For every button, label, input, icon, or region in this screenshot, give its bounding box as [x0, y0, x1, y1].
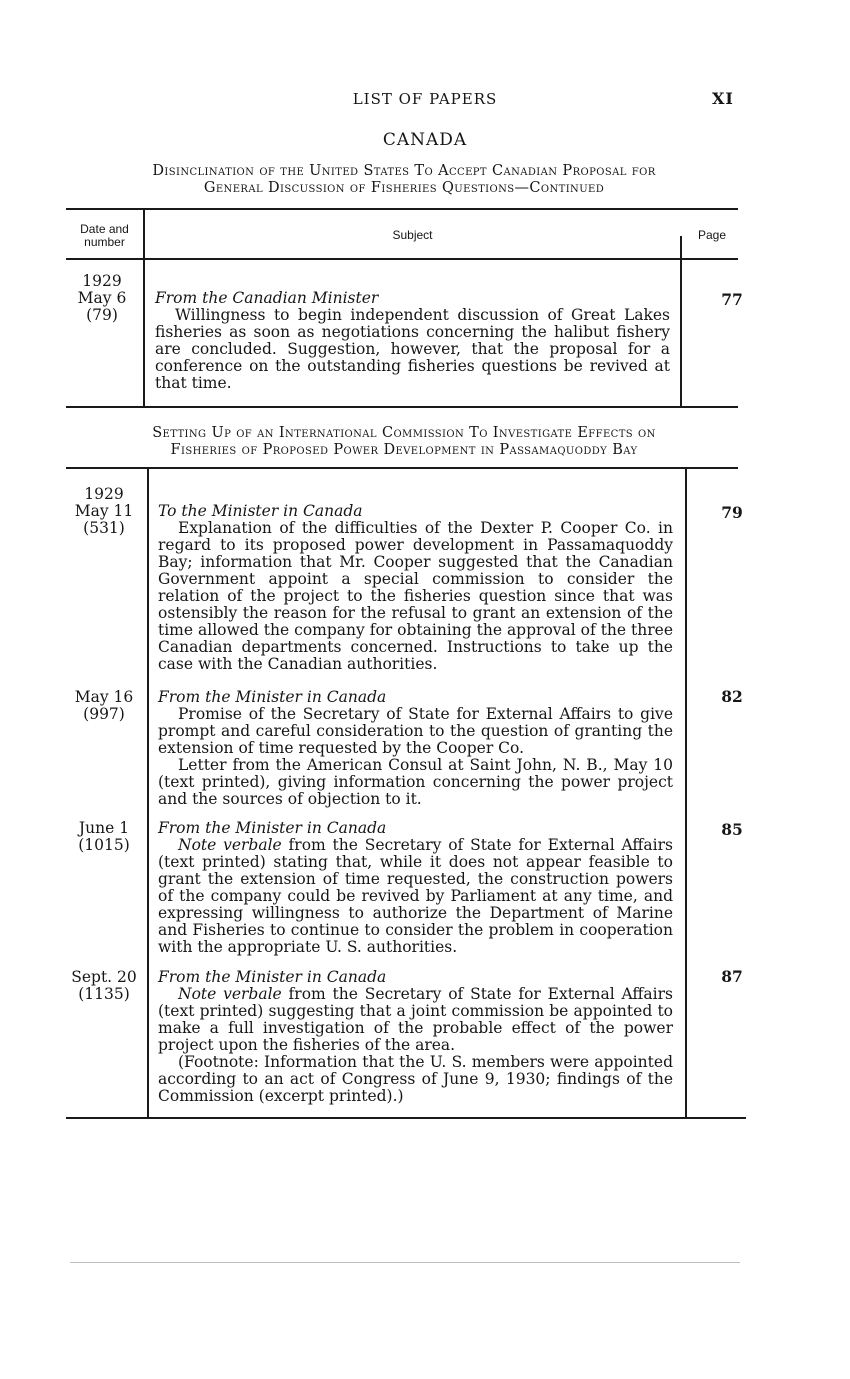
entry5-from: From the Minister in Canada: [158, 968, 387, 986]
column-header-page: Page: [697, 228, 727, 242]
page-number: XI: [712, 89, 734, 108]
entry2-subject: [158, 503, 673, 673]
entry2-date: [62, 486, 146, 537]
entry4-date: [62, 820, 146, 854]
entry3-from: From the Minister in Canada: [158, 688, 387, 706]
entry3-subject: [158, 689, 673, 808]
section-heading-2: [60, 425, 748, 459]
table1-bottom-rule: [66, 406, 738, 408]
entry5-date: [62, 969, 146, 1003]
table2-top-rule: [66, 467, 738, 469]
entry2-number: (531): [83, 519, 125, 537]
entry5-page: 87: [721, 967, 743, 986]
entry3-page: 82: [721, 687, 743, 706]
entry4-page: 85: [721, 820, 743, 839]
table1-header-rule: [66, 258, 738, 260]
entry1-number: (79): [86, 306, 118, 324]
scan-artifact-line: [70, 1262, 740, 1263]
section-heading-1: [60, 163, 748, 197]
entry1-from: From the Canadian Minister: [155, 289, 379, 307]
country-heading: CANADA: [382, 130, 468, 150]
column-header-date-line2: number: [84, 235, 125, 249]
section-heading-2-line1: Setting Up of an International Commission To Investigate Effects on: [152, 425, 656, 441]
entry4-day: June 1: [78, 819, 130, 837]
entry2-text: Explanation of the difficulties of the Dexter P. Cooper Co. in regard to its proposed power development in Passamaquoddy Bay; information that Mr. Cooper suggested that the Canadian Government appoint a special commission to consider the relation of the project to the fisheries question since that was ostensibly the reason for the refusal to grant an extension of the time allowed the company for obtaining the approval of the three Canadian departments concerned. Instructions to take up the case with the Canadian authorities.: [158, 519, 673, 673]
column-header-subject: Subject: [392, 228, 433, 242]
running-title: LIST OF PAPERS: [352, 90, 498, 108]
entry5-note-verbale: Note verbale: [178, 985, 282, 1003]
section-heading-1-line2: General Discussion of Fisheries Questions—Continued: [203, 180, 605, 196]
table1-top-rule: [66, 208, 738, 210]
entry2-from: To the Minister in Canada: [158, 502, 363, 520]
entry3-day: May 16: [74, 688, 134, 706]
entry4-text: from the Secretary of State for External Affairs (text printed) stating that, while it does not appear feasible to grant the extension of time requested, the construction powers of the company could be revived by Parliament at any time, and expressing willingness to authorize the Department of Marine and Fisheries to continue to consider the problem in cooperation with the appropriate U. S. authorities.: [158, 836, 673, 956]
section-heading-2-line2: Fisheries of Proposed Power Development in Passamaquoddy Bay: [170, 442, 638, 458]
entry4-subject: [158, 820, 673, 956]
entry4-note-verbale: Note verbale: [178, 836, 282, 854]
entry1-date: [62, 273, 142, 324]
entry2-year: 1929: [84, 485, 124, 503]
entry5-text: from the Secretary of State for External Affairs (text printed) suggesting that a joint commission be appointed to make a full investigation of the probable effect of the power project upon the fisheries of the area.: [158, 985, 673, 1054]
column-header-date-line1: Date and: [80, 222, 129, 236]
table2-divider-right: [685, 469, 687, 1117]
entry5-footnote: (Footnote: Information that the U. S. members were appointed according to an act of Congress of June 9, 1930; findings of the Commission (excerpt printed).): [158, 1053, 673, 1105]
entry2-day: May 11: [74, 502, 134, 520]
entry3-text2: Letter from the American Consul at Saint John, N. B., May 10 (text printed), giving information concerning the power project and the sources of objection to it.: [158, 756, 673, 808]
entry5-day: Sept. 20: [71, 968, 137, 986]
entry1-day: May 6: [77, 289, 127, 307]
entry3-text1: Promise of the Secretary of State for External Affairs to give prompt and careful consideration to the question of granting the extension of time requested by the Cooper Co.: [158, 705, 673, 757]
column-header-date: [66, 223, 143, 249]
entry5-number: (1135): [78, 985, 130, 1003]
table1-divider-right: [680, 236, 682, 406]
section-heading-1-line1: Disinclination of the United States To Accept Canadian Proposal for: [152, 163, 656, 179]
entry1-text: Willingness to begin independent discussion of Great Lakes fisheries as soon as negotiations concerning the halibut fishery are concluded. Suggestion, however, that the proposal for a conference on the outstanding fisheries questions be revived at that time.: [155, 306, 670, 392]
entry2-page: 79: [721, 503, 743, 522]
table2-bottom-rule: [66, 1117, 746, 1119]
entry3-number: (997): [83, 705, 125, 723]
entry1-subject: [155, 290, 670, 392]
entry3-date: [62, 689, 146, 723]
entry4-number: (1015): [78, 836, 130, 854]
entry1-page: 77: [721, 290, 743, 309]
table2-divider-left: [147, 469, 149, 1117]
entry1-year: 1929: [82, 272, 122, 290]
entry4-from: From the Minister in Canada: [158, 819, 387, 837]
entry5-subject: [158, 969, 673, 1105]
